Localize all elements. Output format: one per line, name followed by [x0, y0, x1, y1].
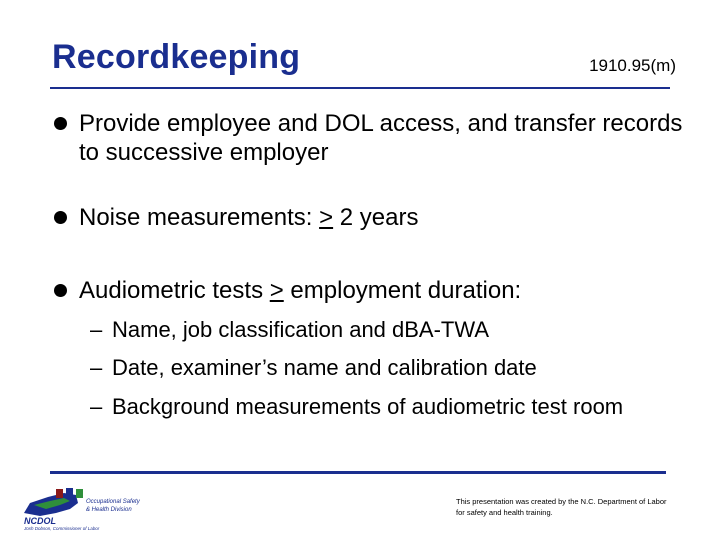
bullet-text: Audiometric tests > employment duration: [79, 277, 522, 304]
dash-marker: – [90, 317, 103, 342]
subbullet-text: Name, job classification and dBA-TWA [112, 317, 489, 342]
dash-marker: – [90, 394, 103, 419]
bullet-dot [54, 117, 67, 130]
bullet-text: Provide employee and DOL access, and transfer records to successive employer [79, 110, 683, 166]
logo-acronym: NCDOL [24, 516, 56, 526]
logo-commissioner: Josh Dobson, Commissioner of Labor [24, 526, 100, 531]
footer-divider [50, 471, 666, 474]
subbullet-name [90, 317, 670, 343]
greater-equal-symbol: > [269, 277, 284, 304]
bullet-text: Noise measurements: > 2 years [79, 204, 419, 231]
logo-division-line2: & Health Division [86, 507, 132, 513]
subbullet-date [90, 355, 670, 381]
bullet-audiometric-tests [54, 276, 694, 305]
subbullet-text: Date, examiner’s name and calibration date [112, 355, 537, 380]
dash-marker: – [90, 355, 103, 380]
slide-title: Recordkeeping [52, 38, 301, 76]
title-divider [50, 87, 670, 89]
bullet-dot [54, 284, 67, 297]
bullet-dot [54, 211, 67, 224]
subbullet-background [90, 394, 670, 420]
bullet-noise-measurements [54, 203, 694, 232]
standard-reference: 1910.95(m) [589, 56, 676, 75]
logo-division-line1: Occupational Safety [86, 499, 140, 505]
bullet-access [54, 109, 694, 167]
subbullet-text: Background measurements of audiometric test room [112, 394, 624, 419]
ncdol-logo [20, 483, 170, 531]
footer-note: This presentation was created by the N.C. Department of Labor for safety and health training. [456, 497, 667, 517]
greater-equal-symbol: > [319, 204, 334, 231]
